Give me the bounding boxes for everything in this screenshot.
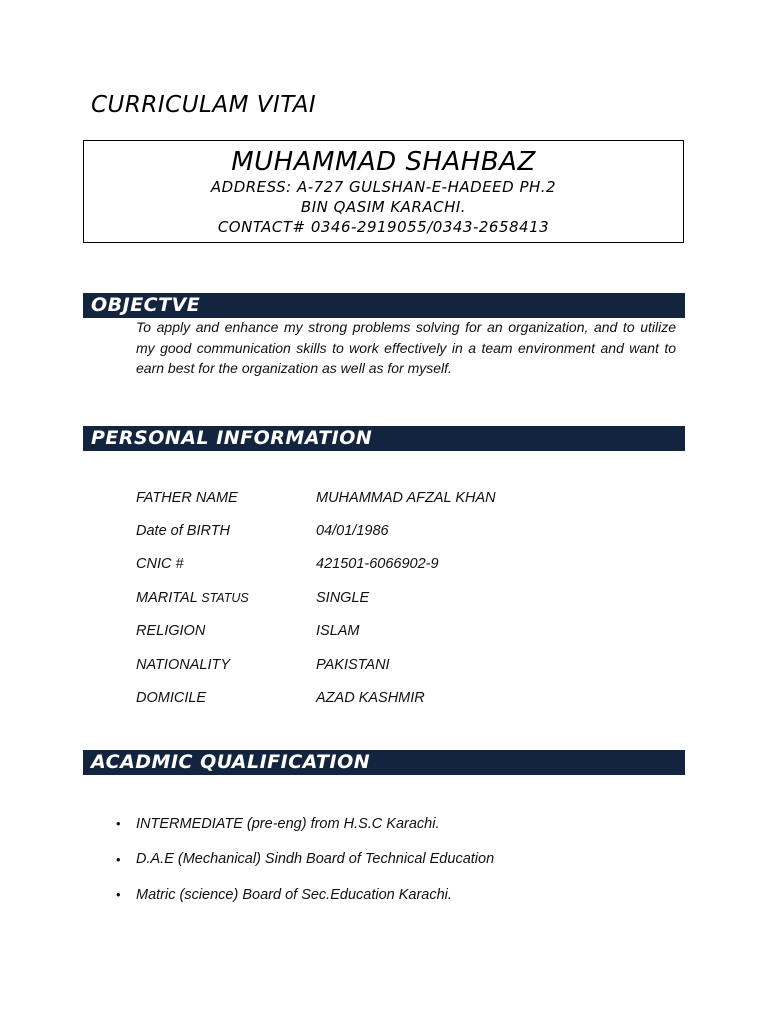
info-value: MUHAMMAD AFZAL KHAN bbox=[316, 489, 496, 506]
qualification-text: D.A.E (Mechanical) Sindh Board of Technical Education bbox=[136, 851, 495, 868]
objective-heading: OBJECTVE bbox=[83, 293, 685, 318]
bullet-icon: • bbox=[116, 851, 121, 867]
personal-information-table bbox=[136, 481, 616, 715]
info-label: NATIONALITY bbox=[136, 656, 230, 673]
list-item bbox=[116, 806, 494, 842]
info-value: 04/01/1986 bbox=[316, 523, 389, 540]
contact-line: CONTACT# 0346-2919055/0343-2658413 bbox=[217, 218, 550, 236]
info-value: SINGLE bbox=[316, 589, 370, 606]
bullet-icon: • bbox=[116, 816, 121, 832]
info-label: Date of BIRTH bbox=[136, 523, 231, 540]
info-row-date-of-birth bbox=[136, 514, 616, 547]
info-value: AZAD KASHMIR bbox=[316, 690, 425, 707]
info-label-main: MARITAL bbox=[136, 589, 198, 606]
candidate-name: MUHAMMAD SHAHBAZ bbox=[231, 147, 536, 177]
personal-information-heading: PERSONAL INFORMATION bbox=[83, 426, 685, 451]
info-value: PAKISTANI bbox=[316, 656, 390, 673]
list-item bbox=[116, 842, 494, 878]
info-row-father-name bbox=[136, 481, 616, 514]
info-row-nationality bbox=[136, 648, 616, 681]
info-row-cnic bbox=[136, 548, 616, 581]
list-item bbox=[116, 877, 494, 913]
qualification-text: INTERMEDIATE (pre-eng) from H.S.C Karachi. bbox=[136, 815, 440, 832]
document-title: CURRICULAM VITAI bbox=[91, 92, 317, 118]
info-label: DOMICILE bbox=[136, 690, 207, 707]
info-value: ISLAM bbox=[316, 623, 360, 640]
info-row-domicile bbox=[136, 681, 616, 714]
qualification-text: Matric (science) Board of Sec.Education Karachi. bbox=[136, 886, 452, 903]
info-label: FATHER NAME bbox=[136, 489, 238, 506]
info-label: CNIC # bbox=[136, 556, 184, 573]
info-row-religion bbox=[136, 615, 616, 648]
info-row-marital-status bbox=[136, 581, 616, 614]
info-label bbox=[136, 590, 316, 606]
address-line-1: ADDRESS: A-727 GULSHAN-E-HADEED PH.2 bbox=[210, 178, 557, 196]
objective-text: To apply and enhance my strong problems solving for an organization, and to utilize my good communication skills to work effectively in a team environment and want to earn best for the organization as well as for myself. bbox=[136, 319, 676, 376]
info-label: RELIGION bbox=[136, 623, 206, 640]
contact-header-box bbox=[83, 140, 684, 243]
bullet-icon: • bbox=[116, 887, 121, 903]
address-line-2: BIN QASIM KARACHI. bbox=[300, 198, 467, 216]
academic-qualification-list bbox=[116, 806, 494, 913]
info-label-small: STATUS bbox=[197, 590, 249, 605]
info-value: 421501-6066902-9 bbox=[316, 556, 439, 573]
academic-qualification-heading: ACADMIC QUALIFICATION bbox=[83, 750, 685, 775]
